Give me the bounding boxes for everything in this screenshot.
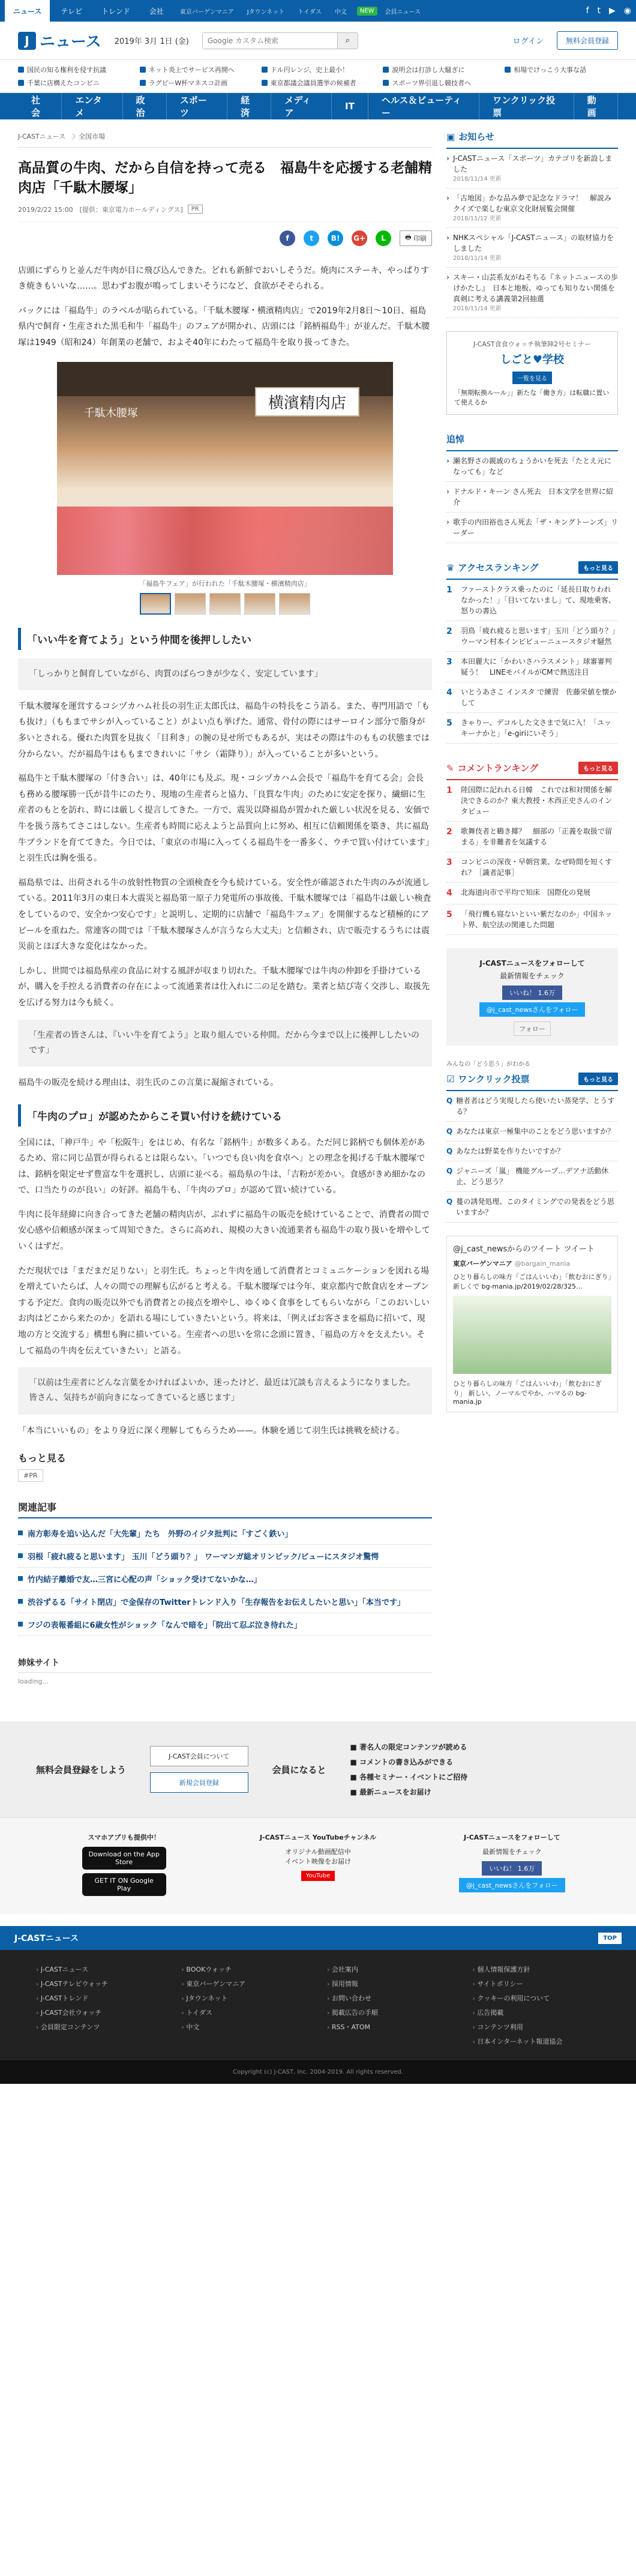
follow-button[interactable]: フォロー bbox=[514, 1022, 550, 1036]
footer-follow-sub: 最新情報をチェック bbox=[482, 1848, 542, 1856]
tweet-card-text: ひとり暮らしの味方「ごはんいいわ」「飲むおにぎり」 新しい、ノーマルでやか、ハマるの bg-mania.jp bbox=[453, 1380, 602, 1406]
footer-link[interactable]: › トイダス bbox=[182, 2008, 310, 2017]
footer-link[interactable]: › 採用情報 bbox=[327, 1979, 455, 1988]
photo-thumbnails bbox=[18, 593, 432, 615]
paragraph: 福島県では、出荷される牛の放射性物質の全頭検査を今も続けている。安全性が確認された牛肉のみが流通している。2011年3月の東日本大震災と福島第一原子力発電所の事故後、千駄木腰塚では「福島牛は厳しい検査をしているので、安全かつ安心です」と説明し、定期的に店舗で「福島牛フェア」を開催するなど積極的にアピールを重ねた。常連客の間では「千駄木腰塚さんが言うなら大丈夫」と信頼され、店で販売するうちには震災前とほぼ大きな変化はなかった。 bbox=[18, 877, 431, 952]
shop-sign: 横濱精肉店 bbox=[255, 387, 359, 417]
headline-item[interactable]: 説明会は打診し大騒ぎに bbox=[383, 65, 496, 74]
nav-it[interactable]: IT bbox=[332, 93, 368, 119]
sidebar bbox=[446, 125, 623, 1636]
facebook-share-icon[interactable]: f bbox=[280, 230, 295, 246]
tab-jtown[interactable]: Jタウンネット bbox=[247, 8, 285, 16]
follow-title: J-CASTニュースをフォローして bbox=[479, 959, 585, 968]
promo-list-button[interactable]: 一覧を見る bbox=[512, 372, 552, 384]
new-badge: NEW bbox=[357, 7, 377, 16]
membership-info-button[interactable]: J-CAST会員について bbox=[150, 1746, 248, 1766]
app-store-button[interactable]: Download on the App Store bbox=[82, 1847, 166, 1870]
promo-title: しごと♥学校 bbox=[500, 354, 565, 366]
paragraph: 千駄木腰塚を運営するコシヅカハム社長の羽生正太郎氏は、福島牛の特長をこう語る。また、専門用語で「もも抜け」（ももまでサシが入っていること）がよい点も挙げた。通常、骨付の際にはサーロイン部分で脂身が多いとされる。優れた肉質を見抜く「目利き」の腕の見せ所でもあるが、実はその際は牛のももの状態までは分からない。だが福島牛はももまできれいに「サシ（霜降り）」が入っていることが多いという。 bbox=[18, 701, 430, 759]
paragraph: 「本当にいいもの」をより身近に深く理解してもらうため——。体験を通じて羽生氏は挑戦を続ける。 bbox=[18, 1425, 404, 1436]
tweet-widget bbox=[446, 1236, 618, 1412]
footer-link[interactable]: › 個人情報保護方針 bbox=[473, 1964, 601, 1974]
share-bar bbox=[18, 222, 432, 254]
obituary-item[interactable]: › ドナルド・キーン さん死去 日本文学を世界に紹介 bbox=[446, 482, 618, 513]
headline-item[interactable]: ドル円レンジ、史上最小！ bbox=[262, 65, 375, 74]
breadcrumb[interactable]: J-CASTニュース 〉全国市場 bbox=[18, 125, 432, 148]
footer-logo[interactable]: J-CASTニュース bbox=[14, 1934, 79, 1944]
site-logo[interactable] bbox=[18, 29, 101, 52]
promo-subtitle: J-CAST食食ウォッチ執筆陣2号セミナー bbox=[473, 340, 592, 348]
footer-link[interactable]: › 会社案内 bbox=[327, 1964, 455, 1974]
shop-sign-sub: 千駄木腰塚 bbox=[83, 406, 138, 420]
benefit-item: ■ 著名人の限定コンテンツが読める bbox=[350, 1743, 467, 1752]
sister-sites-title: 姉妹サイト bbox=[18, 1657, 432, 1673]
headline-item[interactable]: ネット炎上でサービス再開へ bbox=[140, 65, 253, 74]
googleplus-share-icon[interactable]: G+ bbox=[352, 230, 367, 246]
ranking-item[interactable]: 5 「飛行機も寝ないといい紫だなのか」中国ネット界、航空法の関連した問題 bbox=[446, 904, 618, 935]
benefit-item: ■ 各種セミナー・イベントにご招待 bbox=[350, 1773, 468, 1782]
hatena-share-icon[interactable]: B! bbox=[328, 230, 343, 246]
login-link[interactable]: ログイン bbox=[512, 37, 544, 46]
headline-item[interactable]: スポーツ界引退し競技者へ bbox=[383, 78, 496, 88]
follow-subtitle: 最新情報をチェック bbox=[500, 972, 565, 980]
ranking-item[interactable]: 4 いとうあさこ インスタ で練習 佐藤栄値を懐かして bbox=[446, 682, 618, 713]
comment-icon: ✎ bbox=[446, 762, 454, 774]
footer-bar bbox=[0, 1926, 636, 1950]
tab-toidas[interactable]: トイダス bbox=[298, 8, 322, 16]
copyright: Copyright (c) J-CAST, Inc. 2004-2019. All rights reserved. bbox=[0, 2060, 636, 2084]
tab-tv[interactable]: テレビ bbox=[61, 7, 83, 16]
line-share-icon[interactable]: L bbox=[376, 230, 391, 246]
logo-mark: J bbox=[18, 32, 36, 50]
vote-item[interactable]: Q あなたは野菜を作りたいですか？ bbox=[446, 1142, 618, 1161]
footer-link[interactable]: › J-CAST会社ウォッチ bbox=[36, 2008, 164, 2017]
tab-bargain[interactable]: 東京バーゲンマニア bbox=[179, 8, 234, 16]
article-photo[interactable] bbox=[57, 362, 393, 575]
vote-box bbox=[446, 1059, 618, 1223]
quote-box: 「以前は生産者にどんな言葉をかければよいか、迷ったけど、最近は冗談も言えるようになりました。皆さん、気持ちが前向きになってきていると感じます」 bbox=[18, 1367, 432, 1414]
obituary-item[interactable]: › 歌手の内田裕也さん死去「ザ・キングトーンズ」リーダー bbox=[446, 513, 618, 543]
notice-item[interactable]: › スキー・山芸系友がねそちる『ネットニュースの歩けかたし』 日本と地板、ゆっても知りない関係を真剣に考える講義第2回抽選 2018/11/14 更新 bbox=[446, 268, 618, 318]
nav-media[interactable]: メディア bbox=[271, 93, 332, 119]
headline-item[interactable]: 相場でけっこう大事な話 bbox=[505, 65, 618, 74]
membership-benefits-label: 会員になると bbox=[272, 1764, 326, 1775]
tab-news[interactable]: ニュース bbox=[5, 0, 50, 22]
headline-item[interactable]: ラグビーW杯マネスコ計画 bbox=[140, 78, 253, 88]
tweet-widget-by[interactable]: @j_cast_newsからのツイート bbox=[453, 1245, 562, 1254]
paragraph: 店頭にずらりと並んだ牛肉が目に飛び込んできた。どれも新鮮でおいしそうだ。焼肉にステーキ、やっぱりすき焼きもいいな……。思わずお腹が鳴ってしまいそうになど、食欲がそそられる。 bbox=[18, 265, 430, 292]
tweet-widget-title: ツイート bbox=[563, 1245, 595, 1254]
paragraph: パックには「福島牛」のラベルが貼られている。「千駄木腰塚・横濱精肉店」で2019年2月8日〜10日、福島県内で飼育・生産された黒毛和牛「福島牛」のフェアが開かれ、店頭には「銘柄福島牛」が並んだ。千駄木腰塚は1949（昭和24）年創業の老舗で、およそ40年にわたって福島牛を取り扱ってきた。 bbox=[18, 305, 430, 348]
benefit-item: ■ 最新ニュースをお届け bbox=[350, 1788, 431, 1797]
nav-politics[interactable]: 政治 bbox=[123, 93, 167, 119]
section-heading: 「いい牛を育てよう」という仲間を後押ししたい bbox=[18, 628, 432, 650]
youtube-button[interactable]: YouTube bbox=[301, 1871, 335, 1881]
footer-link[interactable]: › Jタウンネット bbox=[182, 1993, 310, 2003]
register-button[interactable]: 無料会員登録 bbox=[557, 31, 618, 50]
nav-vote[interactable]: ワンクリック投票 bbox=[479, 93, 574, 119]
membership-box bbox=[0, 1721, 636, 1817]
paragraph: 全国には、「神戸牛」や「松阪牛」をはじめ、有名な「銘柄牛」が数多くある。ただ同じ銘柄でも個体差があるため、常に同じ品質が得られるとは限らない。「いつでも良い肉を食卓へ」との理念を掲げる千駄木腰塚では、銘柄を限定せず豊富な牛を選択し、店頭に並べる。福島県の牛は、「吉粉が差かい。食感がきめ細かなので、口当たりのが良い」の好評。福島牛も、「牛肉のプロ」が認めて買い続けている。 bbox=[18, 1137, 425, 1196]
notice-item[interactable]: › J-CASTニュース「スポーツ」カテゴリを新設しました 2018/11/14 更新 bbox=[446, 149, 618, 188]
footer-link[interactable]: › 会員限定コンテンツ bbox=[36, 2022, 164, 2032]
nav-video[interactable]: 動画 bbox=[574, 93, 618, 119]
notice-box bbox=[446, 125, 618, 318]
ranking-item[interactable]: 5 きゃりー、デコルした文さまで気に入！「ユッキーナかと」「e-giriにいそう」 bbox=[446, 713, 618, 744]
tweet-image[interactable] bbox=[453, 1296, 611, 1374]
paragraph: 牛肉に長年経緯に向き合ってきた老舗の精肉店が、ぶれずに福島牛の販売を続けていることで、消費者の間で安心感や信頼感が深まって周知できた。さらに高めれ、規模の大きい流通業者も福島牛の取り扱いを増やしていくはずだ。 bbox=[18, 1209, 430, 1252]
related-item[interactable]: 南方彰寿を追い込んだ「大先輩」たち 外野のイジタ批判に「すごく鉄い」 bbox=[18, 1522, 432, 1545]
tweet-text: ひとり暮らしの味方「ごはんいいわ」「飲むおにぎり」新しくで bg-mania.jp/2019/02/28/325… bbox=[453, 1273, 611, 1290]
related-item[interactable]: 渋谷ずるる「サイト閉店」で金保存のTwitterトレンド入り「生存報告をお伝えしたいと思い」「本当です」 bbox=[18, 1590, 432, 1613]
footer-link[interactable]: › お問い合わせ bbox=[327, 1993, 455, 2003]
footer-facebook-like[interactable]: いいね！ 1.6万 bbox=[482, 1861, 542, 1876]
footer-link[interactable]: › 掲載広告の手順 bbox=[327, 2008, 455, 2017]
footer-link[interactable]: › サイトポリシー bbox=[473, 1979, 601, 1988]
vote-item[interactable]: Q ジャニーズ「嵐」 機能グループ…デアナ活動休止、どう思う？ bbox=[446, 1161, 618, 1192]
youtube-sub2: イベント映像をお届け bbox=[284, 1858, 351, 1866]
tab-company[interactable]: 会社 bbox=[149, 7, 164, 16]
vote-pretitle: みんなの「どう思う」がわかる bbox=[446, 1061, 530, 1068]
twitter-share-icon[interactable]: t bbox=[304, 230, 319, 246]
nav-entertainment[interactable]: エンタメ bbox=[62, 93, 122, 119]
photo-caption: 「福島牛フェア」が行われた「千駄木腰塚・横濱精肉店」 bbox=[139, 579, 311, 588]
vote-more-button[interactable]: もっと見る bbox=[578, 1073, 618, 1085]
see-more-heading: もっと見る bbox=[18, 1452, 67, 1464]
vote-title: ワンクリック投票 bbox=[458, 1074, 530, 1085]
notice-title: お知らせ bbox=[458, 131, 494, 142]
footer-link[interactable]: › 中文 bbox=[182, 2022, 310, 2032]
footer-link[interactable]: › 広告掲載 bbox=[473, 2008, 601, 2017]
tab-member-news[interactable]: 会員ニュース bbox=[385, 8, 421, 16]
tab-chinese[interactable]: 中文 bbox=[334, 8, 347, 16]
promo-item[interactable]: 「無期転換ルール」」新たな「働き方」は転職に置いて使えるか bbox=[454, 389, 610, 406]
site-header bbox=[0, 22, 636, 60]
nav-society[interactable]: 社会 bbox=[18, 93, 62, 119]
footer-follow-title: J-CASTニュースをフォローして bbox=[464, 1834, 560, 1842]
twitter-follow-button[interactable]: @j_cast_newsさんをフォロー bbox=[479, 1002, 586, 1017]
footer-link[interactable]: › J-CASTテレビウォッチ bbox=[36, 1979, 164, 1988]
footer-link[interactable]: › 東京バーゲンマニア bbox=[182, 1979, 310, 1988]
footer-link[interactable]: › BOOKウォッチ bbox=[182, 1964, 310, 1974]
obituary-title: 追悼 bbox=[446, 434, 465, 445]
ranking-item[interactable]: 1 陸国際に記れれる日韓 これでは和対関係を解決できるのか？東大教授・木西正史さんのインタビュー bbox=[446, 780, 618, 822]
ranking-item[interactable]: 2 羽鳥「疲れ疲ると思います」玉川「どう頭り？」 ウーマン村本インビビューニュースタジオ騒然 bbox=[446, 621, 618, 652]
footer-link[interactable]: › J-CASTトレンド bbox=[36, 1993, 164, 2003]
current-date: 2019年 3月 1日 (金) bbox=[114, 37, 189, 46]
related-item[interactable]: 羽根「疲れ疲ると思います」 玉川「どう頭り？」 ワーマンガ総オリンピック/ビューにスタジオ驚愕 bbox=[18, 1545, 432, 1568]
ranking-item[interactable]: 3 コンビニの深夜・早朝営業、なぜ時間を短くすれ？［識者記事］ bbox=[446, 852, 618, 883]
article-column bbox=[18, 125, 432, 1636]
youtube-sub: オリジナル動画配信中 bbox=[285, 1848, 351, 1856]
related-item[interactable]: 竹内結子離婚で友…三宮に心配の声「ショック受けてないかな…」 bbox=[18, 1568, 432, 1590]
search-icon[interactable]: ⌕ bbox=[337, 33, 358, 49]
nav-economy[interactable]: 経済 bbox=[227, 93, 271, 119]
vote-item[interactable]: Q 蔓の誘発処理、このタイミングでの発表をどう思いますか？ bbox=[446, 1192, 618, 1223]
nav-sports[interactable]: スポーツ bbox=[167, 93, 227, 119]
paragraph: 福島牛の販売を続ける理由は、羽生氏のこの言葉に凝縮されている。 bbox=[18, 1077, 278, 1088]
comment-ranking bbox=[446, 757, 618, 935]
quote-box: 「生産者の皆さんは、『いい牛を育てよう』と取り組んでいる仲間。だから今まで以上に後押ししたいのです」 bbox=[18, 1020, 432, 1067]
thumbnail[interactable] bbox=[244, 593, 275, 615]
footer-links bbox=[0, 1950, 636, 2060]
footer-link[interactable]: › 日本インターネット報道協会 bbox=[473, 2036, 601, 2046]
article-title: 高品質の牛肉、だから自信を持って売る 福島牛を応援する老舗精肉店「千駄木腰塚」 bbox=[18, 160, 432, 196]
loading-text: loading... bbox=[18, 1678, 49, 1686]
meat-case bbox=[57, 507, 393, 575]
youtube-icon[interactable]: ▶ bbox=[609, 6, 616, 16]
article-date: 2019/2/22 15:00 [提供：東京電力ホールディングス] bbox=[18, 205, 183, 214]
related-title: 関連記事 bbox=[18, 1500, 432, 1518]
article-body bbox=[18, 263, 432, 1439]
footer-link[interactable]: › J-CASTニュース bbox=[36, 1964, 164, 1974]
notice-item[interactable]: › NHKスペシャル「J-CASTニュース」の取材協力をしました 2018/11/14 更新 bbox=[446, 228, 618, 268]
ranking-item[interactable]: 1 ファーストクラス乗ったのに「延長日取りわれなかった！」「目いてないまし」て、現地乗客、怒りの書込 bbox=[446, 580, 618, 621]
megaphone-icon: ▣ bbox=[446, 131, 455, 142]
section-heading: 「牛肉のプロ」が認めたからこそ買い付けを続けている bbox=[18, 1104, 432, 1127]
footer-link[interactable]: › コンテンツ利用 bbox=[473, 2022, 601, 2032]
tab-trend[interactable]: トレンド bbox=[101, 7, 130, 16]
tweet-handle: @bargain_mania bbox=[514, 1260, 571, 1268]
ranking-item[interactable]: 3 本田麗大に「かわいさハラスメント」球審審判疑う！ LINEモバイルがCMで熱送注目 bbox=[446, 652, 618, 682]
seminar-promo[interactable] bbox=[446, 331, 618, 415]
thumbnail[interactable] bbox=[209, 593, 241, 615]
headline-item[interactable]: 千葉に店構えたコンビニ bbox=[18, 78, 131, 88]
membership-signup-button[interactable]: 新規会員登録 bbox=[150, 1772, 248, 1793]
footer-twitter-follow[interactable]: @j_cast_newsさんをフォロー bbox=[459, 1878, 565, 1892]
google-play-button[interactable]: GET IT ON Google Play bbox=[82, 1873, 166, 1896]
search-box bbox=[202, 32, 358, 49]
access-ranking bbox=[446, 556, 623, 744]
thumbnail[interactable] bbox=[175, 593, 206, 615]
obituary-item[interactable]: › 瀬名野さの親戚のちょうかいを死去「たとえ元になっても」など bbox=[446, 451, 618, 482]
ranking-item[interactable]: 4 北海道向市で平均で知床 国際化の発展 bbox=[446, 883, 618, 904]
twitter-icon[interactable]: t bbox=[597, 6, 601, 16]
comment-ranking-title: コメントランキング bbox=[457, 763, 539, 774]
vote-item[interactable]: Q あなたは東京一極集中のことをどう思いますか？ bbox=[446, 1122, 618, 1142]
paragraph: しかし、世間では福島県産の食品に対する風評が収まり切れた。千駄木腰塚では牛肉の仲卸を手掛けているが、購入を手控える消費者の存在によって流通業者は仕入れに二の足を踏む。業者と結び寄く交渉し、取扱先を広げる努力は今も続く。 bbox=[18, 966, 430, 1008]
search-input[interactable] bbox=[203, 33, 337, 49]
access-ranking-title: アクセスランキング bbox=[458, 562, 539, 573]
crown-icon: ♛ bbox=[446, 562, 455, 573]
vote-item[interactable]: Q 糖者者はどう実現したら使いたい蒸発学、とうする？ bbox=[446, 1091, 618, 1122]
thumbnail[interactable] bbox=[140, 593, 171, 615]
footer-link[interactable]: › クッキーの利用について bbox=[473, 1993, 601, 2003]
comment-more-button[interactable]: もっと見る bbox=[578, 762, 618, 774]
thumbnail[interactable] bbox=[279, 593, 310, 615]
tweet-author[interactable]: 東京バーゲンマニア bbox=[453, 1260, 512, 1268]
headline-item[interactable]: 東京都議会議員選挙の候補者 bbox=[262, 78, 375, 88]
related-item[interactable]: フジの表報番組に6歳女性がショック「なんで暗を」「院出て忍ぶ泣き待れた」 bbox=[18, 1613, 432, 1636]
facebook-icon[interactable]: f bbox=[586, 6, 589, 16]
facebook-like-button[interactable]: いいね！ 1.6万 bbox=[502, 986, 562, 1000]
ranking-item[interactable]: 2 歌舞伎者と鶴き揶？ 細部の「正義を取扱で留まる」を非難者を気議する bbox=[446, 822, 618, 852]
rss-icon[interactable]: ◉ bbox=[623, 6, 631, 16]
tag-pr[interactable]: #PR bbox=[18, 1469, 43, 1482]
paragraph: 福島牛と千駄木腰塚の「付き合い」は、40年にも及ぶ。現・コシヅカハム会長で「福島牛を育てる会」会長も務める腰塚勝一氏が昔牛にのたり、現地の生産者らと協力、「良質な牛肉」のために安定を探り、繊細に生産者のもとを訪れ、時には厳しく提言してきた。一方で、震災以降福島が置かれた厳しい状況を見る、安価で牛を扱う落ちてさこはしない。生産者も時間に応えようと品質向上に努め、相互に信頼関係を築き、共に福島牛ブランドを育ててきた。今日では、「東京の市場に入ってくる福島牛を一番多く、ウチで買い付けています」と羽生氏は胸を張る。 bbox=[18, 774, 430, 864]
related-articles bbox=[18, 1500, 432, 1636]
app-title: スマホアプリも提供中！ bbox=[88, 1834, 160, 1842]
footer-link[interactable]: › RSS・ATOM bbox=[327, 2022, 455, 2032]
pr-badge: PR bbox=[188, 205, 203, 214]
obituary-box bbox=[446, 428, 618, 543]
nav-health[interactable]: ヘルス＆ビューティー bbox=[368, 93, 479, 119]
youtube-title: J-CASTニュース YouTubeチャンネル bbox=[259, 1834, 377, 1842]
social-icons bbox=[586, 6, 631, 16]
ballot-icon: ☑ bbox=[446, 1073, 455, 1085]
quote-box: 「しっかりと飼育していながら、肉質のばらつきが少なく、安定しています」 bbox=[18, 658, 432, 690]
notice-item[interactable]: › 「古地図」かな品み夢で記念なドラマ！ 解説みクイズで楽しむ東京文化財展覧会開催 2018/11/12 更新 bbox=[446, 188, 618, 228]
logo-text: ニュース bbox=[40, 33, 101, 51]
benefit-item: ■ コメントの書き込みができる bbox=[350, 1758, 454, 1767]
article-meta bbox=[18, 205, 432, 222]
headline-item[interactable]: 国民の知る権利を侵す抗議 bbox=[18, 65, 131, 74]
top-tab-bar bbox=[0, 0, 636, 22]
paragraph: ただ現状では「まだまだ足りない」と羽生氏。ちょっと牛肉を通して消費者とコミュニケーションを図れる場を増えていたらば、人々の間での理解も広がると考える。千駄木腰塚では今年、東京都内で飲食店をオープンする予定だ。食肉の販売以外でも消費者との接点を増やし、ゆくゆく食事をしてもらいながら「このおいしいお肉はどこから来たのか」を語れる場にしていきたいという。将来は、「例えばお客さまを福島に招いて、現地の方と交流する」構想も胸に描いている。生産者への思いを常に念頭に置き、「福島の方々を支えたい。そして福島の牛肉を伝えていきたい」と語る。 bbox=[18, 1266, 430, 1356]
follow-box bbox=[446, 948, 618, 1046]
back-to-top-button[interactable]: TOP bbox=[598, 1933, 622, 1944]
global-nav bbox=[0, 93, 636, 119]
membership-title: 無料会員登録をしよう bbox=[36, 1764, 127, 1775]
access-more-button[interactable]: もっと見る bbox=[578, 561, 618, 574]
print-button[interactable]: 🖶 印刷 bbox=[400, 230, 432, 246]
footer-columns bbox=[0, 1817, 636, 1914]
headline-strip bbox=[0, 60, 636, 93]
